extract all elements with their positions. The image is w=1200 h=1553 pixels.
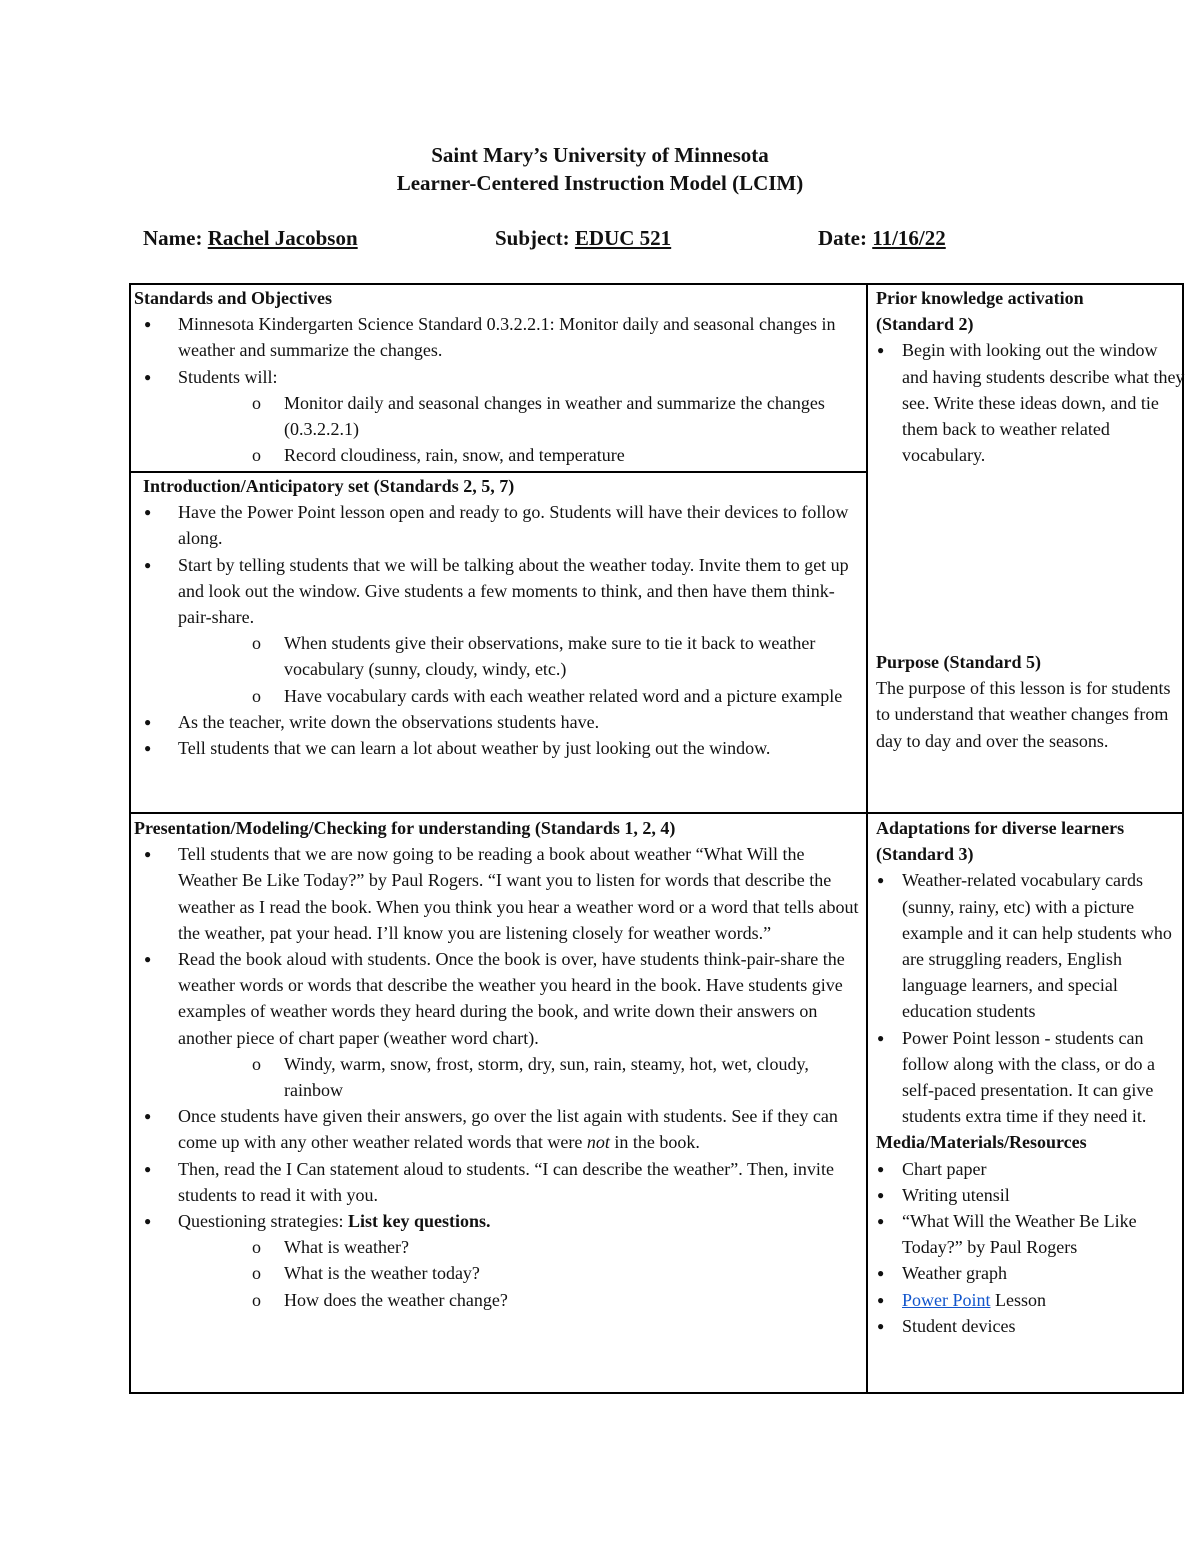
name-label: Name: (143, 226, 203, 250)
date-field (818, 226, 946, 251)
list-item: ● Students will: (134, 364, 864, 390)
adaptations-subtitle: (Standard 3) (876, 844, 974, 865)
list-item: ● Chart paper (876, 1156, 1186, 1182)
list-item: ● Read the book aloud with students. Once the book is over, have students think-pair-share the weather words or words that describe the weather you heard in the book. Have students give examples of weather words they heard during the book, and write down their answers on another piece of chart paper (weather word chart). (134, 946, 864, 1051)
date-value: 11/16/22 (872, 226, 946, 250)
list-item: ● Weather-related vocabulary cards (sunny, rainy, etc) with a picture example and it can help students who are struggling readers, English language learners, and special education students (876, 867, 1186, 1024)
sub-list-item: o Monitor daily and seasonal changes in weather and summarize the changes (0.3.2.2.1) (134, 390, 864, 442)
subject-label: Subject: (495, 226, 570, 250)
list-item: ● “What Will the Weather Be Like Today?” by Paul Rogers (876, 1208, 1186, 1260)
text-run: Questioning strategies: (178, 1211, 348, 1232)
list-item: ● Have the Power Point lesson open and ready to go. Students will have their devices to follow along. (134, 499, 864, 551)
list-item: ● As the teacher, write down the observations students have. (134, 709, 864, 735)
prior-knowledge-cell (876, 285, 1186, 468)
list-item: ● Start by telling students that we will be talking about the weather today. Invite them to get up and look out the window. Give students a few moments to think, and then have them think-pair-share. (134, 552, 864, 631)
presentation-title: Presentation/Modeling/Checking for understanding (Standards 1, 2, 4) (134, 818, 676, 838)
document-header (0, 141, 1200, 197)
media-title: Media/Materials/Resources (876, 1132, 1087, 1153)
sub-list-item: o How does the weather change? (134, 1287, 864, 1313)
row-divider-2 (131, 812, 1184, 814)
column-divider (866, 285, 868, 1392)
list-item: ● Minnesota Kindergarten Science Standard 0.3.2.2.1: Monitor daily and seasonal changes in weather and summarize the changes. (134, 311, 864, 363)
list-item: ● Weather graph (876, 1260, 1186, 1286)
name-field (143, 226, 358, 251)
introduction-title: Introduction/Anticipatory set (Standards 2, 5, 7) (143, 476, 515, 496)
standards-title: Standards and Objectives (134, 288, 333, 308)
text-run: Once students have given their answers, go over the list again with students. See if they can come up with any other weather related words that were (178, 1106, 838, 1153)
lesson-plan-table (129, 283, 1184, 1394)
standards-cell (134, 285, 864, 468)
introduction-cell (134, 473, 864, 761)
university-title: Saint Mary’s University of Minnesota (431, 143, 769, 167)
list-item: ● Tell students that we can learn a lot about weather by just looking out the window. (134, 735, 864, 761)
sub-list-item: o When students give their observations, make sure to tie it back to weather vocabulary (sunny, cloudy, windy, etc.) (134, 630, 864, 682)
purpose-title: Purpose (Standard 5) (876, 652, 1042, 672)
list-item: ● Begin with looking out the window and having students describe what they see. Write these ideas down, and tie them back to weather related vocabulary. (876, 337, 1186, 468)
text-run: Lesson (990, 1289, 1047, 1310)
bold-text: List key questions. (347, 1211, 491, 1232)
adaptations-title: Adaptations for diverse learners (876, 818, 1125, 838)
list-item: ● Then, read the I Can statement aloud to students. “I can describe the weather”. Then, invite students to read it with you. (134, 1156, 864, 1208)
prior-title: Prior knowledge activation (876, 288, 1084, 308)
sub-list-item: o What is the weather today? (134, 1260, 864, 1286)
name-value: Rachel Jacobson (207, 226, 358, 250)
emphasis-text: not (586, 1132, 610, 1153)
purpose-text: The purpose of this lesson is for students to understand that weather changes from day to day and over the seasons. (876, 678, 1171, 751)
date-label: Date: (818, 226, 867, 250)
list-item (134, 1103, 864, 1155)
power-point-link[interactable]: Power Point (902, 1289, 991, 1310)
presentation-cell (134, 815, 864, 1313)
subject-value: EDUC 521 (574, 226, 672, 250)
sub-list-item: o What is weather? (134, 1234, 864, 1260)
list-item (134, 1208, 864, 1234)
list-item: ● Writing utensil (876, 1182, 1186, 1208)
adaptations-cell (876, 815, 1186, 1339)
sub-list-item: o Windy, warm, snow, frost, storm, dry, sun, rain, steamy, hot, wet, cloudy, rainbow (134, 1051, 864, 1103)
list-item: ● Power Point lesson - students can follow along with the class, or do a self-paced presentation. It can give students extra time if they need it. (876, 1025, 1186, 1130)
text-run: in the book. (609, 1132, 700, 1153)
model-title: Learner-Centered Instruction Model (LCIM) (396, 171, 804, 195)
subject-field (495, 226, 671, 251)
purpose-cell (876, 649, 1186, 754)
prior-subtitle: (Standard 2) (876, 314, 974, 335)
list-item: ● Student devices (876, 1313, 1186, 1339)
list-item (876, 1287, 1186, 1313)
sub-list-item: o Have vocabulary cards with each weather related word and a picture example (134, 683, 864, 709)
sub-list-item: o Record cloudiness, rain, snow, and temperature (134, 442, 864, 468)
list-item: ● Tell students that we are now going to be reading a book about weather “What Will the Weather Be Like Today?” by Paul Rogers. “I want you to listen for words that describe the weather as I read the book. When you think you hear a weather word or a word that tells about the weather, pat your head. I’ll know you are listening closely for weather words.” (134, 841, 864, 946)
